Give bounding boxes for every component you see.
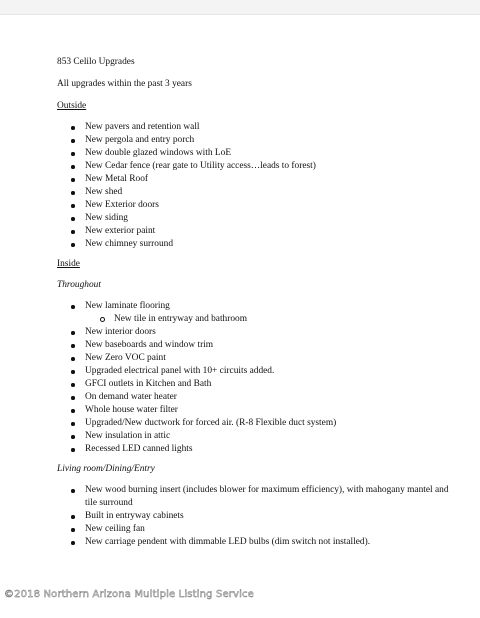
list-item: New chimney surround [57, 238, 457, 251]
list-item: New interior doors [57, 326, 457, 339]
living-room-list [57, 484, 457, 549]
document-page [57, 56, 457, 556]
list-item: New laminate flooring [57, 300, 457, 313]
document-intro: All upgrades within the past 3 years [57, 79, 192, 89]
top-bar [0, 0, 480, 15]
section-heading-outside: Outside [57, 101, 87, 111]
list-item: Whole house water filter [57, 404, 457, 417]
list-item: New baseboards and window trim [57, 339, 457, 352]
sub-list-item: New tile in entryway and bathroom [57, 313, 457, 326]
list-item: New pavers and retention wall [57, 121, 457, 134]
list-item: New Zero VOC paint [57, 352, 457, 365]
list-item: Upgraded electrical panel with 10+ circuits added. [57, 365, 457, 378]
list-item: New shed [57, 186, 457, 199]
document-title: 853 Celilo Upgrades [57, 57, 135, 67]
list-item: New ceiling fan [57, 523, 457, 536]
list-item: New double glazed windows with LoE [57, 147, 457, 160]
list-item: New carriage pendent with dimmable LED bulbs (dim switch not installed). [57, 536, 457, 549]
list-item: Upgraded/New ductwork for forced air. (R-8 Flexible duct system) [57, 417, 457, 430]
list-item: New Cedar fence (rear gate to Utility access…leads to forest) [57, 160, 457, 173]
list-item: New Exterior doors [57, 199, 457, 212]
list-item: New Metal Roof [57, 173, 457, 186]
list-item: New pergola and entry porch [57, 134, 457, 147]
list-item: New insulation in attic [57, 430, 457, 443]
list-item: New wood burning insert (includes blower for maximum efficiency), with mahogany mantel and tile surround [57, 484, 457, 510]
copyright-watermark: ©2018 Northern Arizona Multiple Listing Service [4, 589, 254, 600]
section-heading-inside: Inside [57, 259, 80, 269]
outside-list [57, 121, 457, 251]
subheading-throughout: Throughout [57, 280, 101, 290]
list-item: New exterior paint [57, 225, 457, 238]
list-item: On demand water heater [57, 391, 457, 404]
throughout-list [57, 300, 457, 456]
list-item: Built in entryway cabinets [57, 510, 457, 523]
list-item: Recessed LED canned lights [57, 443, 457, 456]
list-item: New siding [57, 212, 457, 225]
list-item: GFCI outlets in Kitchen and Bath [57, 378, 457, 391]
subheading-living-room: Living room/Dining/Entry [57, 464, 155, 474]
